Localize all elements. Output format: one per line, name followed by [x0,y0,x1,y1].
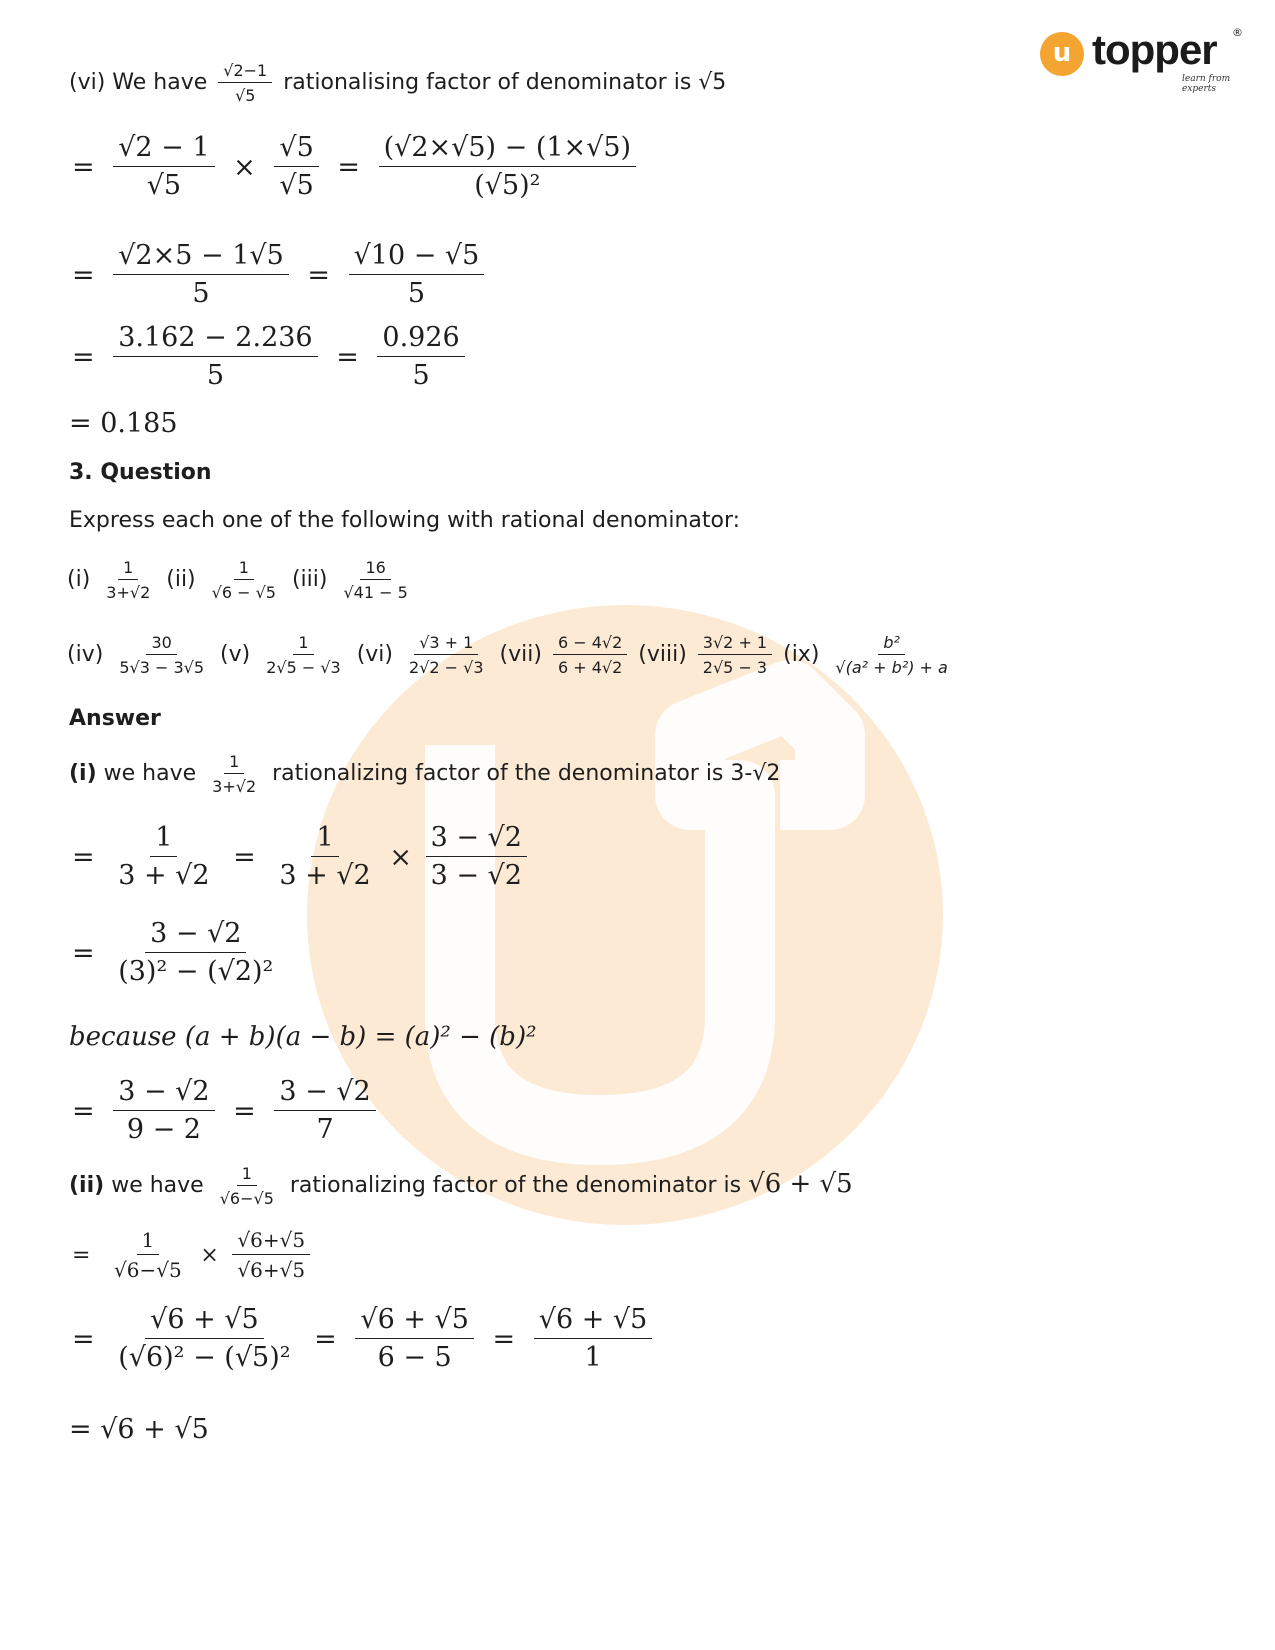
fraction-denominator: 2√5 − 3 [702,658,768,678]
times-sign: × [200,1242,219,1268]
fraction-numerator: √6 + √5 [145,1304,264,1339]
fraction-numerator: √6+√5 [232,1228,310,1255]
fraction [109,1228,187,1282]
fraction-numerator: 1 [293,633,313,655]
question-3-row-1 [67,558,417,602]
item-label: (ix) [783,642,820,668]
fraction [274,1076,375,1147]
item-label: (ii) [166,567,196,593]
equals-sign: = [72,937,95,969]
fraction-numerator: b² [878,633,905,655]
fraction-denominator: √6+√5 [237,1258,306,1282]
fraction-numerator: 3 − √2 [426,822,527,857]
fraction-denominator: 3+√2 [106,583,151,603]
equals-sign: = [492,1323,516,1355]
fraction [355,1304,474,1375]
fraction [349,240,485,311]
equals-sign: = [233,841,256,873]
equals-sign: = [337,151,360,183]
equals-sign: = [72,259,95,291]
fraction-numerator: 1 [137,1228,160,1255]
fraction-numerator: √10 − √5 [349,240,485,275]
fraction [113,132,214,203]
fraction-numerator: √2×5 − 1√5 [113,240,289,275]
equals-sign: = [314,1323,337,1355]
vi-intro-suffix: rationalising factor of denominator is √5 [283,70,727,96]
fraction-denominator: √(a² + b²) + a [835,658,948,678]
item-label: (iv) [67,642,104,668]
fraction [377,322,464,393]
fraction-denominator: 2√2 − √3 [409,658,484,678]
answer-ii-factor-text: rationalizing factor of the denominator is [289,1173,742,1199]
vi-step-3 [66,322,469,393]
answer-i-because: because (a + b)(a − b) = (a)² − (b)² [69,1022,537,1052]
fraction-denominator: √6 − √5 [211,583,276,603]
answer-ii-result: = √6 + √5 [69,1414,209,1445]
answer-i-text: we have [103,761,197,787]
fraction-numerator: 1 [234,558,254,580]
fraction [113,918,278,989]
fraction-denominator: √5 [235,86,256,106]
vi-intro-prefix: (vi) We have [69,70,208,96]
fraction-numerator: √2−1 [218,61,272,83]
topper-logo [1040,26,1250,92]
fraction-numerator: √6 + √5 [355,1304,474,1339]
fraction-denominator: √41 − 5 [343,583,408,603]
answer-ii-text: we have [111,1173,204,1199]
answer-ii-label: (ii) [69,1173,105,1199]
equals-sign: = [307,259,330,291]
fraction [274,132,318,203]
times-sign: × [389,841,412,873]
fraction-denominator: 5 [407,278,426,310]
vi-result: = 0.185 [69,408,178,439]
fraction-denominator: 9 − 2 [126,1114,201,1146]
fraction-denominator: 6 + 4√2 [557,658,623,678]
fraction-denominator: 5 [206,360,224,392]
item-label: (iii) [291,567,328,593]
vi-step-2 [66,240,488,311]
fraction [113,1076,214,1147]
fraction [113,1304,295,1375]
answer-i-factor-text: rationalizing factor of the denominator is 3-√2 [272,761,781,787]
fraction-denominator: (√5)² [474,170,541,202]
logo-registered: ® [1232,26,1243,39]
logo-tagline: learn from experts [1182,74,1231,94]
logo-u-icon: u [1040,32,1084,76]
item-label: (vii) [499,642,542,668]
equals-sign: = [336,341,359,373]
equals-sign: = [72,841,95,873]
item-label: (v) [220,642,251,668]
fraction-numerator: 3.162 − 2.236 [113,322,317,357]
answer-ii-factor: √6 + √5 [748,1169,853,1200]
fraction-numerator: 16 [360,558,390,580]
item-label: (vi) [356,642,394,668]
fraction-numerator: √2 − 1 [113,132,214,167]
fraction-numerator: 1 [224,752,244,774]
fraction-denominator: √5 [279,170,314,202]
answer-i-step-3 [66,1076,380,1147]
fraction-denominator: 5 [412,360,430,392]
fraction-denominator: 6 − 5 [377,1342,452,1374]
fraction-numerator: (√2×√5) − (1×√5) [379,132,637,167]
answer-i-step-2 [66,918,282,989]
fraction [113,322,317,393]
fraction [113,822,214,893]
question-3-prompt: Express each one of the following with rational denominator: [69,508,741,533]
equals-sign: = [233,1095,256,1127]
fraction-numerator: 6 − 4√2 [553,633,627,655]
fraction-numerator: 3 − √2 [113,1076,214,1111]
question-3-row-2 [67,633,957,677]
fraction-denominator: (√6)² − (√5)² [118,1342,291,1374]
fraction-denominator: 7 [316,1114,334,1146]
fraction-numerator: √5 [274,132,318,167]
fraction-denominator: 1 [584,1342,602,1374]
vi-step-1 [66,132,640,203]
equals-sign: = [72,1095,95,1127]
fraction-denominator: √5 [146,170,182,202]
fraction [274,822,375,893]
fraction-numerator: 3 − √2 [145,918,246,953]
fraction-denominator: 3 + √2 [118,860,210,892]
item-fraction [553,633,627,677]
fraction [113,240,289,311]
fraction-denominator: (3)² − (√2)² [118,956,274,988]
equals-sign: = [72,1323,95,1355]
vi-intro-fraction [218,61,272,105]
fraction-denominator: 3 − √2 [430,860,522,892]
fraction-numerator: √3 + 1 [414,633,478,655]
logo-wordmark: topper [1092,26,1217,73]
fraction-numerator: 30 [146,633,176,655]
answer-ii-intro [69,1164,853,1208]
answer-title: Answer [69,706,161,731]
equals-sign: = [72,341,95,373]
fraction-numerator: 3 − √2 [274,1076,375,1111]
item-fraction [101,558,155,602]
answer-i-fraction [207,752,261,796]
fraction-numerator: 1 [237,1164,257,1186]
fraction-numerator: 1 [118,558,138,580]
fraction-denominator: 3+√2 [212,777,257,797]
equals-sign: = [72,151,95,183]
answer-ii-fraction [215,1164,279,1208]
fraction [534,1304,653,1375]
answer-ii-step-1 [66,1228,314,1282]
item-label: (viii) [638,642,687,668]
fraction [232,1228,310,1282]
fraction-numerator: 1 [311,822,338,857]
item-fraction [338,558,412,602]
item-fraction [207,558,281,602]
item-fraction [261,633,346,677]
item-fraction [114,633,209,677]
fraction-denominator: √6−√5 [114,1258,182,1282]
fraction-denominator: 3 + √2 [279,860,371,892]
answer-i-step-1 [66,822,531,893]
times-sign: × [233,151,256,183]
fraction-denominator: 5√3 − 3√5 [119,658,204,678]
item-fraction [404,633,489,677]
fraction-numerator: 3√2 + 1 [698,633,772,655]
fraction-denominator: 5 [192,278,210,310]
fraction [426,822,527,893]
vi-intro-line [69,61,726,105]
item-fraction [830,633,952,677]
fraction-numerator: 0.926 [377,322,464,357]
question-3-title: 3. Question [69,460,212,485]
answer-i-label: (i) [69,761,97,787]
fraction-denominator: 2√5 − √3 [266,658,341,678]
fraction-numerator: √6 + √5 [534,1304,653,1339]
fraction-numerator: 1 [150,822,177,857]
answer-i-intro [69,752,780,796]
item-label: (i) [67,567,91,593]
item-fraction [698,633,772,677]
fraction-denominator: √6−√5 [219,1189,274,1209]
fraction [379,132,637,203]
equals-sign: = [72,1242,91,1268]
answer-ii-step-2 [66,1304,656,1375]
